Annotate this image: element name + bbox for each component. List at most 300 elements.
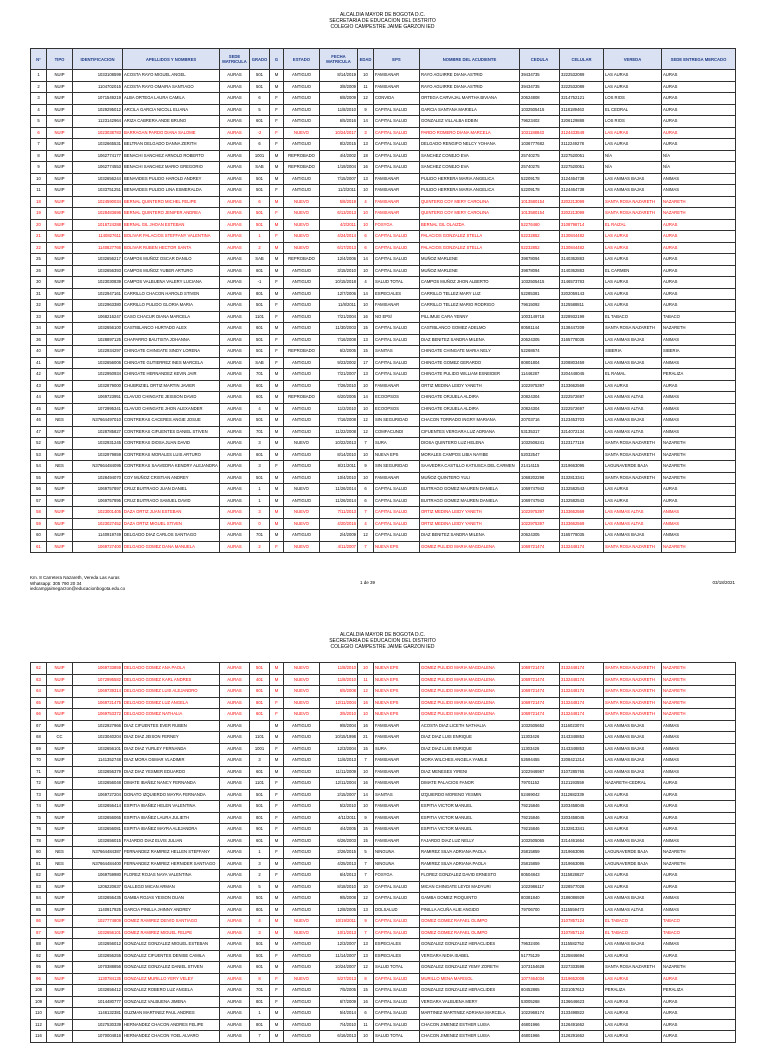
table-cell: CONTRERAS CIFUENTES DANIEL STIVEN <box>123 426 220 438</box>
table-cell: CHINGATE PULIDO WILLIAM ESNEIDER <box>420 369 520 381</box>
table-cell: GOMEZ PULIDO MARIA MAGDALENA <box>420 686 520 698</box>
table-cell: AURAS <box>220 893 250 905</box>
table-cell: 45 <box>31 403 47 415</box>
table-cell: NUIP <box>47 789 73 801</box>
table-cell: LAS AURAS <box>604 950 662 962</box>
table-cell: 11 <box>358 81 374 93</box>
table-cell: GONZALEZ VALBUENA JIMENA <box>123 996 220 1008</box>
table-cell: 3112682339 <box>560 789 604 801</box>
table-cell: ANIMAS <box>662 392 736 404</box>
table-cell: N37664484400 <box>73 858 123 870</box>
table-cell: 7/15/2007 <box>320 173 358 185</box>
table-cell: 801 <box>250 288 270 300</box>
table-cell: NUIP <box>47 196 73 208</box>
table-row <box>31 438 736 450</box>
table-cell: AURAS <box>662 1019 736 1031</box>
table-cell: LAS ANIMAS BAJAS <box>604 720 662 732</box>
table-cell: M <box>270 881 284 893</box>
table-cell: GONZALEZ GONZALEZ HERACLIDES <box>420 985 520 997</box>
table-cell: 7 <box>250 1031 270 1043</box>
table-cell: HERNANDEZ CHACON ANDRES FELIPE <box>123 1019 220 1031</box>
table-cell: 1070004816 <box>73 1031 123 1043</box>
table-cell: BERNAL QUINTERO JENIFER ANDREA <box>123 208 220 220</box>
table-cell: 79623402 <box>520 116 560 128</box>
table-cell: AURAS <box>220 265 250 277</box>
table-cell: 501 <box>250 939 270 951</box>
table-cell: 1022975397 <box>520 380 560 392</box>
table-cell: 3227520051 <box>560 150 604 162</box>
table-cell: CONTRERAS MORALES LUIS ARTURO <box>123 449 220 461</box>
table-cell: AURAS <box>220 824 250 836</box>
column-header: EPS <box>374 49 420 70</box>
table-cell: ANTIGUO <box>284 300 320 312</box>
table-cell: DONATO IZQUIERDO MAYRA FERNANDA <box>123 789 220 801</box>
table-cell: SANITAS <box>374 346 420 358</box>
table-cell: 12 <box>358 893 374 905</box>
table-cell: ANTIGUO <box>284 472 320 484</box>
table-cell: 501 <box>250 346 270 358</box>
table-cell: 4 <box>31 104 47 116</box>
table-cell: ESPITIA IBAÑEZ HELEN VALENTINA <box>123 801 220 813</box>
table-cell: 601 <box>250 265 270 277</box>
table-cell: CAPITAL SALUD <box>374 334 420 346</box>
table-cell: F <box>270 231 284 243</box>
table-row <box>31 484 736 496</box>
table-cell: 56 <box>31 484 47 496</box>
table-cell: CHINGATE GUTIERREZ INES MARCELA <box>123 357 220 369</box>
table-cell: 601 <box>250 709 270 721</box>
table-cell: ANIMAS <box>662 743 736 755</box>
table-cell: NUIP <box>47 208 73 220</box>
table-cell: ANTIGUO <box>284 185 320 197</box>
table-row <box>31 346 736 358</box>
table-cell: NAZARETH <box>662 541 736 553</box>
table-cell: 1069727400 <box>73 541 123 553</box>
table-cell: 3219663095 <box>560 461 604 473</box>
table-cell: M <box>270 518 284 530</box>
table-cell: MICAN CHINGATE LEYDI MADYURI <box>420 881 520 893</box>
table-cell: CAPITAL SALUD <box>374 530 420 542</box>
table-cell: CHINGATE HERNANDEZ KEVIN JAIR <box>123 369 220 381</box>
table-cell: 43 <box>31 380 47 392</box>
table-cell: NAZARETH <box>662 323 736 335</box>
table-cell: FAMISANAR <box>374 300 420 312</box>
table-row <box>31 81 736 93</box>
table-cell: LAS ANIMAS BAJAS <box>604 173 662 185</box>
table-cell: AURAS <box>220 950 250 962</box>
table-cell: 1068216247 <box>73 311 123 323</box>
table-cell: 3132448174 <box>560 663 604 675</box>
table-cell: ANIMAS <box>662 904 736 916</box>
table-cell: 67 <box>31 720 47 732</box>
table-cell: AURAS <box>662 881 736 893</box>
table-cell: AURAS <box>220 789 250 801</box>
table-cell: CAPITAL SALUD <box>374 973 420 985</box>
table-cell: NUIP <box>47 173 73 185</box>
table-cell: SANTA ROSA NAZARETH <box>604 962 662 974</box>
table-cell: M <box>270 904 284 916</box>
table-cell: AURAS <box>220 150 250 162</box>
table-cell: ESPITIA IBAÑEZ MAYRA ALEJANDRA <box>123 824 220 836</box>
table-cell: 701 <box>250 985 270 997</box>
table-cell: 53005268 <box>520 996 560 1008</box>
table-cell: LAS AURAS <box>604 996 662 1008</box>
table-cell: EL RAMAL <box>604 369 662 381</box>
table-cell: FAMISANAR <box>374 778 420 790</box>
table-cell: 401 <box>250 674 270 686</box>
table-cell: F <box>270 334 284 346</box>
table-cell: NAZARETH <box>662 208 736 220</box>
table-cell: SANTA ROSA NAZARETH <box>604 697 662 709</box>
table-cell: 601 <box>250 686 270 698</box>
table-cell: SURA <box>374 743 420 755</box>
table-cell: NAZARETH <box>662 847 736 859</box>
table-cell: 10 <box>358 265 374 277</box>
table-cell: 4 <box>250 403 270 415</box>
table-cell: CAPITAL SALUD <box>374 985 420 997</box>
table-row <box>31 835 736 847</box>
table-cell: ANIMAS <box>662 426 736 438</box>
table-cell: 12/8/2005 <box>320 904 358 916</box>
table-cell: ORTIZ MEDINA LEIDY YANETH <box>420 518 520 530</box>
table-cell: 68 <box>31 732 47 744</box>
table-cell: DIAZ MENESES YIRENI <box>420 766 520 778</box>
table-cell: 6/7/2009 <box>320 996 358 1008</box>
table-cell: 7/21/2004 <box>320 311 358 323</box>
table-cell: LAS ANIMAS ALTAS <box>604 507 662 519</box>
table-row <box>31 288 736 300</box>
table-cell: PILLIMUE CARA YENNY <box>420 311 520 323</box>
table-cell: 801 <box>250 996 270 1008</box>
table-cell: 75 <box>31 812 47 824</box>
table-cell: CAPITAL SALUD <box>374 139 420 151</box>
table-cell: NUEVO <box>284 438 320 450</box>
table-cell: PALACIOS GONZALEZ STELLA <box>420 231 520 243</box>
table-cell: 1028897125 <box>73 334 123 346</box>
table-cell: 12/11/2004 <box>320 778 358 790</box>
table-cell: NAZARETH <box>662 472 736 484</box>
table-cell: 80801804 <box>520 357 560 369</box>
column-header: NOMBRE DEL ACUDIENTE <box>420 49 520 70</box>
table-cell: AURAS <box>220 939 250 951</box>
table-cell: ANIMAS <box>662 357 736 369</box>
table-row <box>31 1031 736 1043</box>
table-cell: N/A <box>662 162 736 174</box>
table-cell: 3132813341 <box>560 824 604 836</box>
table-cell: 11/22/2008 <box>320 426 358 438</box>
table-cell: ANTIGUO <box>284 996 320 1008</box>
table-row <box>31 939 736 951</box>
table-cell: 2 <box>250 870 270 882</box>
table-cell: AURAS <box>220 104 250 116</box>
table-cell: MUÑOZ MARLENE <box>420 254 520 266</box>
table-cell: 46801966 <box>520 1031 560 1043</box>
table-cell: NES <box>47 858 73 870</box>
table-cell: NUIP <box>47 311 73 323</box>
table-cell: AURAS <box>220 674 250 686</box>
table-cell: AURAS <box>220 116 250 128</box>
table-cell: 3132582543 <box>560 495 604 507</box>
table-cell: NUIP <box>47 300 73 312</box>
table-cell: 108 <box>31 985 47 997</box>
table-cell: AURAS <box>220 1031 250 1043</box>
table-cell: CAPITAL SALUD <box>374 242 420 254</box>
table-row <box>31 150 736 162</box>
table-cell: CONTRERAS DIOSA JUAN DAVID <box>123 438 220 450</box>
table-cell: NUIP <box>47 697 73 709</box>
table-cell: N/A <box>604 150 662 162</box>
table-row <box>31 1008 736 1020</box>
table-cell: M <box>270 1031 284 1043</box>
table-cell: ANTIGUO <box>284 847 320 859</box>
table-cell: ANTIGUO <box>284 778 320 790</box>
table-cell: NUIP <box>47 162 73 174</box>
table-row <box>31 530 736 542</box>
table-cell: 109 <box>31 996 47 1008</box>
table-cell: 39434735 <box>520 70 560 82</box>
table-cell: 15 <box>358 985 374 997</box>
table-cell: 52694455 <box>520 755 560 767</box>
table-cell: NAZARETH <box>662 962 736 974</box>
table-row <box>31 231 736 243</box>
table-cell: NUEVO <box>284 686 320 698</box>
table-cell: 1032656393 <box>73 265 123 277</box>
table-cell: 501 <box>250 801 270 813</box>
table-cell: 4 <box>250 916 270 928</box>
table-cell: M <box>270 415 284 427</box>
table-cell: ESPECIALES <box>374 288 420 300</box>
table-row <box>31 449 736 461</box>
table-cell: NUIP <box>47 686 73 698</box>
table-cell: GOMEZ RAMIREZ DEIVID SANTIAGO <box>123 916 220 928</box>
table-cell: CLAVIJO CHINGATE JEISSON DAVID <box>123 392 220 404</box>
table-cell: 80504843 <box>520 870 560 882</box>
table-cell: NUIP <box>47 288 73 300</box>
table-cell: F <box>270 870 284 882</box>
table-cell: ANTIGUO <box>284 369 320 381</box>
table-cell: NUIP <box>47 893 73 905</box>
table-cell: AURAS <box>220 755 250 767</box>
table-cell: 110 <box>31 1008 47 1020</box>
table-cell: 1032656414 <box>73 801 123 813</box>
table-row <box>31 1019 736 1031</box>
table-cell: 1032665531 <box>73 139 123 151</box>
table-cell: 3214072134 <box>560 426 604 438</box>
table-cell: ANTIGUO <box>284 530 320 542</box>
table-cell: M <box>270 242 284 254</box>
table-cell: F <box>270 116 284 128</box>
table-cell: 1032505652 <box>520 720 560 732</box>
table-cell: 3 <box>250 438 270 450</box>
table-cell: AURAS <box>220 801 250 813</box>
table-cell: 12 <box>358 415 374 427</box>
table-cell: SANITAS <box>374 789 420 801</box>
table-cell: 10/19/2011 <box>320 916 358 928</box>
table-cell: DELGADO DIAZ CARLOS SANTIAGO <box>123 530 220 542</box>
table-cell: LAS ANIMAS BAJAS <box>604 755 662 767</box>
table-cell: NUIP <box>47 720 73 732</box>
table-row <box>31 870 736 882</box>
table-cell: 1022927966 <box>73 720 123 732</box>
table-cell: M <box>270 484 284 496</box>
table-cell: 10/1/2013 <box>320 927 358 939</box>
table-cell: 1013580154 <box>520 196 560 208</box>
table-cell: 4/2/2011 <box>320 219 358 231</box>
table-cell: 1101 <box>250 311 270 323</box>
table-cell: DOLSALUD <box>374 904 420 916</box>
table-cell: 1077464034 <box>520 973 560 985</box>
table-cell: NUEVA EPS <box>374 663 420 675</box>
table-cell: 116 <box>31 1031 47 1043</box>
table-cell: 8/21/2011 <box>320 461 358 473</box>
table-cell: 3112249278 <box>560 139 604 151</box>
table-cell: 7/21/2007 <box>320 369 358 381</box>
table-cell: 62 <box>31 663 47 675</box>
table-cell: 36 <box>31 334 47 346</box>
table-cell: 52276460 <box>520 219 560 231</box>
table-cell: NUIP <box>47 127 73 139</box>
table-cell: LAS ANIMAS ALTAS <box>604 904 662 916</box>
table-cell: RAYO AGUIRRE DIANA ASTRID <box>420 81 520 93</box>
column-header: N° <box>31 49 47 70</box>
table-cell: 16 <box>358 697 374 709</box>
table-cell: M <box>270 380 284 392</box>
table-cell: 1022934297 <box>73 346 123 358</box>
table-cell: NUIP <box>47 438 73 450</box>
table-row <box>31 893 736 905</box>
table-cell: 3227333598 <box>560 962 604 974</box>
table-cell: 7 <box>358 438 374 450</box>
table-cell: 12/3/2004 <box>320 743 358 755</box>
table-cell: NUIP <box>47 1031 73 1043</box>
table-cell: CAPITAL SALUD <box>374 881 420 893</box>
table-cell: 601 <box>250 323 270 335</box>
table-cell: 1032656100 <box>73 323 123 335</box>
table-cell: NUIP <box>47 743 73 755</box>
table-cell: AURAS <box>662 277 736 289</box>
table-cell: SANTA ROSA NAZARETH <box>604 449 662 461</box>
table-cell: SANTA ROSA NAZARETH <box>604 709 662 721</box>
table-cell: 4/11/2007 <box>320 541 358 553</box>
table-cell: NUIP <box>47 277 73 289</box>
table-cell: 1032656101 <box>73 927 123 939</box>
table-cell: 5 <box>31 116 47 128</box>
table-cell: ANTIGUO <box>284 824 320 836</box>
table-cell: CAPITAL SALUD <box>374 495 420 507</box>
table-cell: 8/2/2015 <box>320 139 358 151</box>
table-cell: AURAS <box>220 346 250 358</box>
table-cell: AURAS <box>220 334 250 346</box>
table-cell: AURAS <box>220 369 250 381</box>
table-cell: EL CARMEN <box>604 265 662 277</box>
table-cell: N37664484095 <box>73 461 123 473</box>
table-cell: NUIP <box>47 185 73 197</box>
table-cell: NUIP <box>47 1019 73 1031</box>
table-cell: ANTIGUO <box>284 720 320 732</box>
table-cell: F <box>270 973 284 985</box>
table-cell: LAS AURAS <box>604 242 662 254</box>
table-cell: CAPITAL SALUD <box>374 116 420 128</box>
table-cell: LAS AURAS <box>604 881 662 893</box>
table-cell: 3202213099 <box>560 208 604 220</box>
table-cell: ANTIGUO <box>284 812 320 824</box>
table-cell: LAS ANIMAS BAJAS <box>604 743 662 755</box>
table-cell: 10 <box>358 801 374 813</box>
table-cell: NUIP <box>47 1008 73 1020</box>
table-cell: 42 <box>31 369 47 381</box>
table-row <box>31 70 736 82</box>
table-row <box>31 858 736 870</box>
table-cell: DELGADO GOMEZ KARL ANDRES <box>123 674 220 686</box>
table-cell: NUEVO <box>284 663 320 675</box>
table-cell: 1069721474 <box>520 697 560 709</box>
table-cell: 11/2/2010 <box>320 403 358 415</box>
table-cell: 2 <box>31 81 47 93</box>
table-cell: LAS AURAS <box>604 139 662 151</box>
table-cell: SANTA ROSA NAZARETH <box>604 438 662 450</box>
table-cell: M <box>270 392 284 404</box>
table-cell: CAPITAL SALUD <box>374 357 420 369</box>
table-cell: F <box>270 139 284 151</box>
table-cell: ORTEGA CARVAJAL MARTHA BIVIANA <box>420 93 520 105</box>
table-cell: ANIMAS <box>662 939 736 951</box>
table-cell: NUIP <box>47 663 73 675</box>
table-cell: REPROBADO <box>284 150 320 162</box>
table-cell: NUEVO <box>284 507 320 519</box>
table-cell: BOLIVAR PALACIOS STEFFANY VALENTINA <box>123 231 220 243</box>
table-cell: CAPITAL SALUD <box>374 927 420 939</box>
table-cell: LAS AURAS <box>604 870 662 882</box>
table-cell: 12 <box>358 962 374 974</box>
table-cell: GOMEZ PULIDO MARIA MAGDALENA <box>420 541 520 553</box>
table-cell: 1 <box>250 484 270 496</box>
table-cell: M <box>270 927 284 939</box>
table-cell: 85 <box>31 904 47 916</box>
table-cell: 6 <box>358 495 374 507</box>
table-cell: FLOREZ GONZALEZ DAVID ERNESTO <box>420 870 520 882</box>
table-cell: 501 <box>250 70 270 82</box>
table-cell: 501 <box>250 300 270 312</box>
table-cell: LAS ANIMAS BAJAS <box>604 415 662 427</box>
table-cell: FAMISANAR <box>374 70 420 82</box>
table-cell: NUIP <box>47 518 73 530</box>
table-cell: FAMISANAR <box>374 755 420 767</box>
table-cell: CAPITAL SALUD <box>374 162 420 174</box>
table-cell: AURAS <box>220 185 250 197</box>
table-cell: 11/6/2013 <box>320 755 358 767</box>
table-cell: GUZMAN MARTINEZ PAUL ANDRES <box>123 1008 220 1020</box>
table-row <box>31 709 736 721</box>
table-cell: ACOSTA RAYO MIGUEL ANGEL <box>123 70 220 82</box>
table-cell: 501 <box>250 950 270 962</box>
table-cell: DAZA ORTIZ MIGUEL STIVEN <box>123 518 220 530</box>
table-cell: AURAS <box>220 732 250 744</box>
table-cell: AURAS <box>220 449 250 461</box>
table-cell: 11/14/2007 <box>320 950 358 962</box>
table-cell: SURA <box>374 438 420 450</box>
table-cell: NUEVO <box>284 927 320 939</box>
table-cell: NUIP <box>47 139 73 151</box>
table-cell: 39878094 <box>520 265 560 277</box>
table-cell <box>520 927 560 939</box>
header-line3: COLEGIO CAMPESTRE JAIME GARZON IED <box>330 24 435 30</box>
table-cell: AURAS <box>662 824 736 836</box>
table-cell: 3203458045 <box>560 812 604 824</box>
table-cell: ANIMAS <box>662 766 736 778</box>
table-cell: AURAS <box>220 904 250 916</box>
table-cell: 4 <box>358 277 374 289</box>
table-cell: M <box>270 81 284 93</box>
